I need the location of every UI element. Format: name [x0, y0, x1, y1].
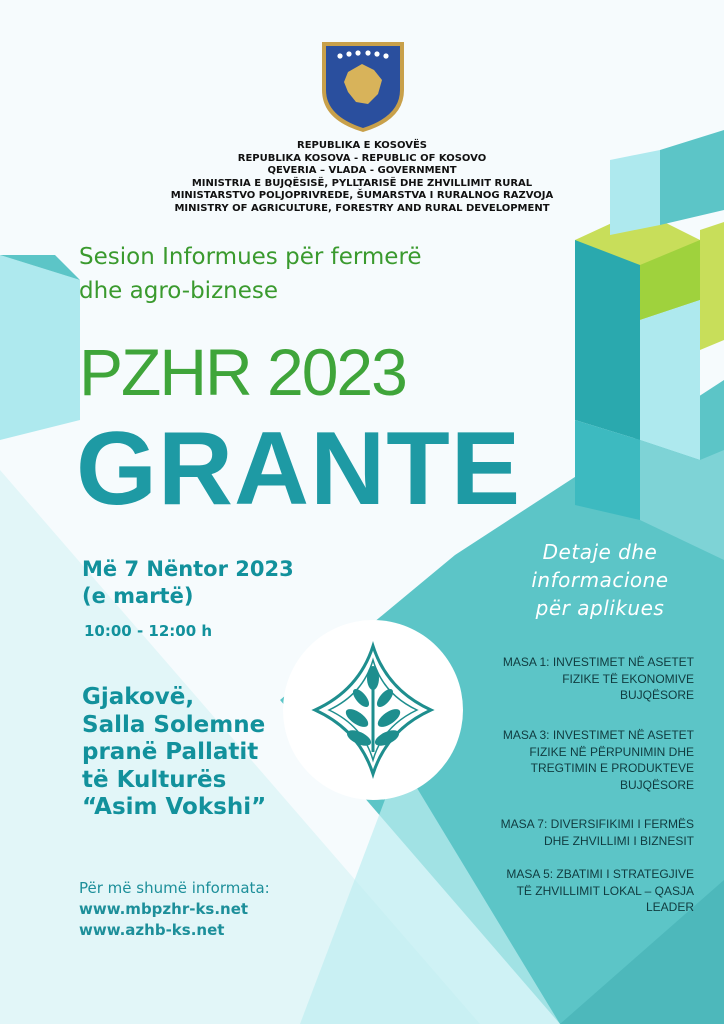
website-link-azhb[interactable]: www.azhb-ks.net	[79, 921, 225, 939]
ministry-header	[150, 140, 574, 216]
details-title-line: për aplikues	[535, 596, 665, 620]
subtitle-line: dhe agro-biznese	[79, 278, 279, 304]
venue-line: Salla Solemne	[82, 711, 266, 738]
more-info-label: Për më shumë informata:	[79, 879, 270, 897]
venue-line: “Asim Vokshi”	[82, 794, 267, 820]
details-title-line: Detaje dhe	[542, 540, 658, 564]
website-link-mbpzhr[interactable]: www.mbpzhr-ks.net	[79, 900, 249, 918]
measure-line: FIZIKE TË EKONOMIVE	[562, 671, 694, 686]
venue-line: Gjakovë,	[82, 684, 195, 710]
measure-5	[454, 866, 694, 916]
subtitle-line: Sesion Informues për fermerë	[79, 244, 422, 270]
header-line: REPUBLIKA E KOSOVËS	[297, 140, 427, 151]
more-info	[79, 878, 339, 941]
measure-line: TË ZHVILLIMIT LOKAL – QASJA	[516, 883, 694, 898]
details-title-line: informacione	[531, 568, 669, 592]
measure-line: DHE ZHVILLIMI I BIZNESIT	[543, 833, 694, 848]
header-line: REPUBLIKA KOSOVA - REPUBLIC OF KOSOVO	[237, 152, 487, 164]
kosovo-coat-of-arms-icon	[318, 38, 408, 134]
details-title	[500, 538, 700, 622]
measure-line: MASA 7: DIVERSIFIKIMI I FERMËS	[500, 817, 694, 831]
weekday-line: (e martë)	[82, 584, 194, 608]
event-time: 10:00 - 12:00 h	[84, 622, 213, 640]
measure-line: MASA 3: INVESTIMET NË ASETET	[502, 728, 694, 742]
measure-7	[454, 816, 694, 849]
measure-line: LEADER	[645, 900, 694, 914]
event-date	[82, 556, 362, 610]
measure-line: BUJQËSORE	[619, 777, 694, 792]
header-line: QEVERIA – VLADA - GOVERNMENT	[267, 165, 457, 177]
session-subtitle	[79, 240, 519, 308]
header-line: MINISTARSTVO POLJOPRIVREDE, ŠUMARSTVA I RURALNOG RAZVOJA	[170, 190, 554, 202]
grants-title: GRANTE	[76, 411, 522, 527]
measure-1	[454, 654, 694, 704]
venue-line: të Kulturës	[82, 766, 227, 793]
measure-line: TREGTIMIN E PRODUKTEVE	[530, 761, 694, 775]
measure-line: BUJQËSORE	[619, 688, 694, 702]
program-title: PZHR 2023	[79, 335, 406, 409]
header-line: MINISTRIA E BUJQËSISË, PYLLTARISË DHE ZHVILLIMIT RURAL	[191, 177, 533, 189]
measure-line: MASA 1: INVESTIMET NË ASETET	[502, 655, 694, 669]
logo-circle	[283, 620, 463, 800]
header-line: MINISTRY OF AGRICULTURE, FORESTRY AND RURAL DEVELOPMENT	[174, 202, 550, 214]
leaf-diamond-logo-icon	[283, 620, 463, 800]
measure-line: MASA 5: ZBATIMI I STRATEGJIVE	[506, 867, 694, 881]
measure-3	[454, 727, 694, 793]
date-line: Më 7 Nëntor 2023	[82, 557, 294, 581]
measure-line: FIZIKE NË PËRPUNIMIN DHE	[529, 744, 694, 759]
venue-line: pranë Pallatit	[82, 739, 259, 765]
